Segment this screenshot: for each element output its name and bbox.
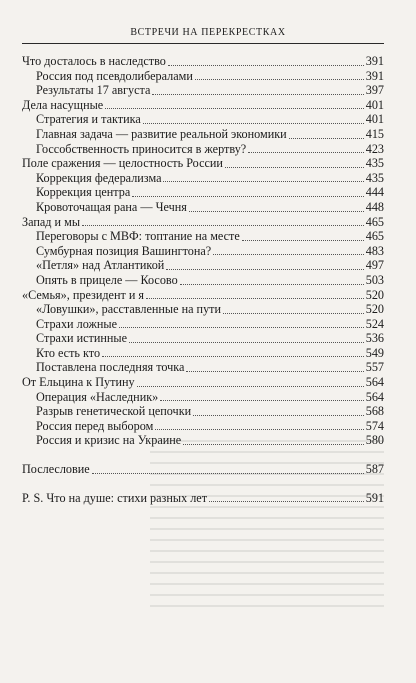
toc-section[interactable] xyxy=(22,215,384,230)
toc-entry-title: Разрыв генетической цепочки xyxy=(36,404,192,419)
toc-entry-page: 497 xyxy=(365,258,384,273)
toc-subsection[interactable] xyxy=(22,171,384,186)
toc-entry-page: 483 xyxy=(365,243,384,258)
toc-subsection[interactable] xyxy=(22,244,384,259)
toc-subsection[interactable] xyxy=(22,433,384,448)
leader-dots xyxy=(189,210,364,212)
toc-entry-page: 448 xyxy=(365,199,384,214)
toc-entry-page: 557 xyxy=(365,360,384,375)
toc-entry-page: 401 xyxy=(365,112,384,127)
leader-dots xyxy=(186,370,363,372)
toc-subsection[interactable] xyxy=(22,185,384,200)
toc-entry-title: Коррекция федерализма xyxy=(36,170,162,185)
toc-entry-page: 520 xyxy=(365,302,384,317)
toc-subsection[interactable] xyxy=(22,419,384,434)
leader-dots xyxy=(152,93,363,95)
toc-section[interactable] xyxy=(22,54,384,69)
leader-dots xyxy=(137,385,364,387)
leader-dots xyxy=(119,326,364,328)
toc-subsection[interactable] xyxy=(22,390,384,405)
toc-subsection[interactable] xyxy=(22,331,384,346)
leader-dots xyxy=(225,166,364,168)
toc-entry-title: Операция «Наследник» xyxy=(36,389,159,404)
table-of-contents xyxy=(22,54,384,505)
leader-dots xyxy=(146,297,364,299)
header-rule xyxy=(22,43,384,44)
toc-section[interactable] xyxy=(22,156,384,171)
leader-dots xyxy=(195,78,364,80)
toc-subsection[interactable] xyxy=(22,302,384,317)
toc-entry-page: 503 xyxy=(365,272,384,287)
toc-entry-title: Кровоточащая рана — Чечня xyxy=(36,199,187,214)
toc-entry-page: 444 xyxy=(365,185,384,200)
toc-entry-page: 574 xyxy=(365,418,384,433)
leader-dots xyxy=(242,239,364,241)
toc-entry-title: P. S. Что на душе: стихи разных лет xyxy=(22,490,208,505)
toc-entry-title: Дела насущные xyxy=(22,97,104,112)
toc-subsection[interactable] xyxy=(22,360,384,375)
toc-entries xyxy=(22,54,384,448)
leader-dots xyxy=(143,122,364,124)
toc-subsection[interactable] xyxy=(22,83,384,98)
toc-entry-title: Переговоры с МВФ: топтание на месте xyxy=(36,229,240,244)
toc-entry-page: 520 xyxy=(365,287,384,302)
toc-entry-title: Послесловие xyxy=(22,462,90,477)
leader-dots xyxy=(193,414,364,416)
toc-entry-page: 568 xyxy=(365,404,384,419)
leader-dots xyxy=(289,137,364,139)
toc-entry-title: Россия перед выбором xyxy=(36,418,154,433)
leader-dots xyxy=(180,283,364,285)
toc-entry-title: «Ловушки», расставленные на пути xyxy=(36,302,222,317)
toc-entry-ps[interactable] xyxy=(22,491,384,506)
toc-entry-title: Страхи истинные xyxy=(36,331,128,346)
leader-dots xyxy=(163,180,363,182)
toc-entry-page: 435 xyxy=(365,170,384,185)
toc-entry-title: Стратегия и тактика xyxy=(36,112,141,127)
toc-entry-page: 580 xyxy=(365,433,384,448)
toc-subsection[interactable] xyxy=(22,229,384,244)
toc-subsection[interactable] xyxy=(22,127,384,142)
toc-subsection[interactable] xyxy=(22,69,384,84)
leader-dots xyxy=(132,195,363,197)
toc-entry-title: «Семья», президент и я xyxy=(22,287,145,302)
leader-dots xyxy=(129,341,364,343)
leader-dots xyxy=(155,428,363,430)
toc-entry-page: 536 xyxy=(365,331,384,346)
toc-subsection[interactable] xyxy=(22,317,384,332)
leader-dots xyxy=(160,399,363,401)
toc-subsection[interactable] xyxy=(22,200,384,215)
toc-entry-title: Россия под псевдолибералами xyxy=(36,68,193,83)
toc-entry-page: 564 xyxy=(365,389,384,404)
toc-subsection[interactable] xyxy=(22,142,384,157)
leader-dots xyxy=(105,107,364,109)
toc-entry-page: 591 xyxy=(365,490,384,505)
toc-entry-title: Сумбурная позиция Вашингтона? xyxy=(36,243,212,258)
leader-dots xyxy=(248,151,364,153)
toc-entry-page: 587 xyxy=(365,462,384,477)
toc-entry-title: Опять в прицеле — Косово xyxy=(36,272,178,287)
toc-section[interactable] xyxy=(22,375,384,390)
leader-dots xyxy=(183,443,364,445)
toc-subsection[interactable] xyxy=(22,258,384,273)
leader-dots xyxy=(213,253,364,255)
leader-dots xyxy=(166,268,363,270)
toc-entry-page: 423 xyxy=(365,141,384,156)
toc-entry-page: 564 xyxy=(365,375,384,390)
toc-entry-afterword[interactable] xyxy=(22,462,384,477)
toc-entry-title: Страхи ложные xyxy=(36,316,118,331)
leader-dots xyxy=(92,472,364,474)
leader-dots xyxy=(209,500,364,502)
toc-subsection[interactable] xyxy=(22,273,384,288)
leader-dots xyxy=(223,312,364,314)
toc-section[interactable] xyxy=(22,98,384,113)
toc-entry-page: 397 xyxy=(365,83,384,98)
toc-entry-title: Запад и мы xyxy=(22,214,81,229)
toc-entry-title: «Петля» над Атлантикой xyxy=(36,258,165,273)
toc-entry-page: 435 xyxy=(365,156,384,171)
toc-entry-title: Госсобственность приносится в жертву? xyxy=(36,141,247,156)
leader-dots xyxy=(82,224,364,226)
toc-subsection[interactable] xyxy=(22,112,384,127)
toc-entry-page: 465 xyxy=(365,214,384,229)
toc-entry-title: Что досталось в наследство xyxy=(22,54,166,68)
toc-entry-title: От Ельцина к Путину xyxy=(22,375,135,390)
toc-entry-page: 415 xyxy=(365,126,384,141)
toc-entry-title: Главная задача — развитие реальной экономики xyxy=(36,126,287,141)
toc-entry-title: Кто есть кто xyxy=(36,345,101,360)
toc-entry-page: 524 xyxy=(365,316,384,331)
toc-entry-title: Поставлена последняя точка xyxy=(36,360,185,375)
toc-entry-page: 401 xyxy=(365,97,384,112)
toc-entry-page: 549 xyxy=(365,345,384,360)
toc-entry-title: Коррекция центра xyxy=(36,185,131,200)
toc-entry-page: 391 xyxy=(365,68,384,83)
leader-dots xyxy=(168,64,364,66)
toc-entry-page: 465 xyxy=(365,229,384,244)
toc-subsection[interactable] xyxy=(22,346,384,361)
toc-entry-title: Россия и кризис на Украине xyxy=(36,433,182,448)
toc-entry-page: 391 xyxy=(365,54,384,68)
toc-subsection[interactable] xyxy=(22,404,384,419)
toc-section[interactable] xyxy=(22,288,384,303)
running-head: ВСТРЕЧИ НА ПЕРЕКРЕСТКАХ xyxy=(130,27,286,38)
toc-entry-title: Поле сражения — целостность России xyxy=(22,156,223,171)
toc-entry-title: Результаты 17 августа xyxy=(36,83,151,98)
leader-dots xyxy=(102,355,364,357)
